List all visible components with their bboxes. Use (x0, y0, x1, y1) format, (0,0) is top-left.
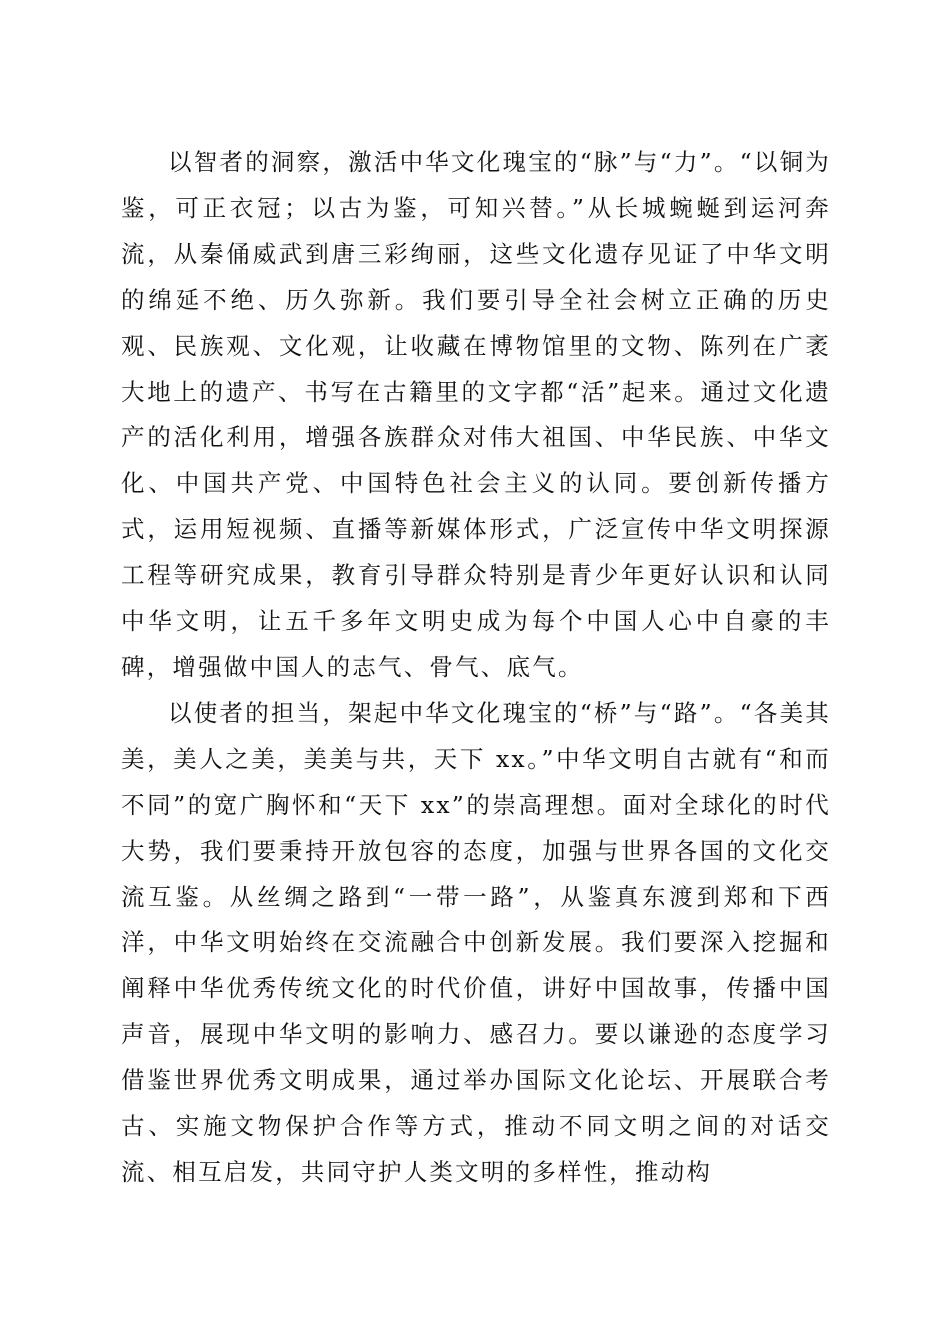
paragraph-wise-observer: 以智者的洞察，激活中华文化瑰宝的“脉”与“力”。“以铜为鉴，可正衣冠；以古为鉴，可知兴替。”从长城蜿蜒到运河奔流，从秦俑威武到唐三彩绚丽，这些文化遗存见证了中华文明的绵延不绝、历久弥新。我们要引导全社会树立正确的历史观、民族观、文化观，让收藏在博物馆里的文物、陈列在广袤大地上的遗产、书写在古籍里的文字都“活”起来。通过文化遗产的活化利用，增强各族群众对伟大祖国、中华民族、中华文化、中国共产党、中国特色社会主义的认同。要创新传播方式，运用短视频、直播等新媒体形式，广泛宣传中华文明探源工程等研究成果，教育引导群众特别是青少年更好认识和认同中华文明，让五千多年文明史成为每个中国人心中自豪的丰碑，增强做中国人的志气、骨气、底气。 (121, 148, 831, 681)
document-body (121, 140, 831, 1196)
paragraph-envoy-bridge: 以使者的担当，架起中华文化瑰宝的“桥”与“路”。“各美其美，美人之美，美美与共，天下 xx。”中华文明自古就有“和而不同”的宽广胸怀和“天下 xx”的崇高理想。面对全球化的时代大势，我们要秉持开放包容的态度，加强与世界各国的文化交流互鉴。从丝绸之路到“一带一路”，从鉴真东渡到郑和下西洋，中华文明始终在交流融合中创新发展。我们要深入挖掘和阐释中华优秀传统文化的时代价值，讲好中国故事，传播中国声音，展现中华文明的影响力、感召力。要以谦逊的态度学习借鉴世界优秀文明成果，通过举办国际文化论坛、开展联合考古、实施文物保护合作等方式，推动不同文明之间的对话交流、相互启发，共同守护人类文明的多样性，推动构 (121, 698, 831, 1186)
